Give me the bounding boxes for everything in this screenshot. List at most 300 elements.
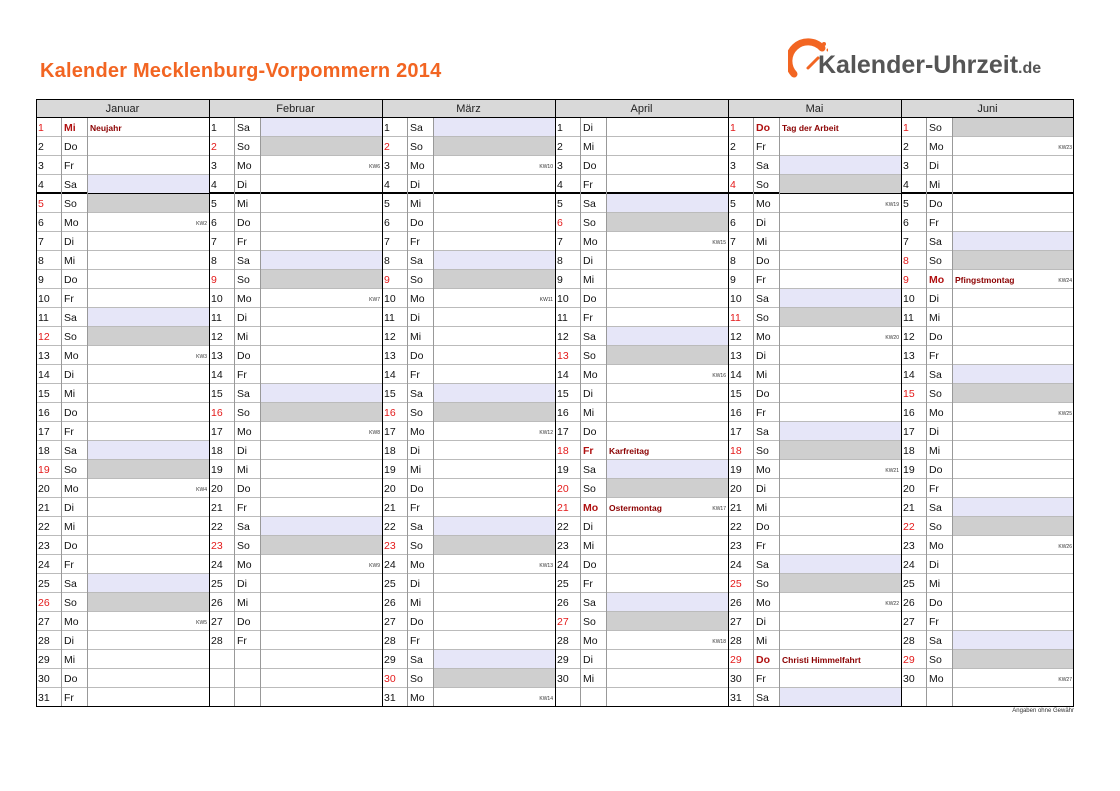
event-cell[interactable] xyxy=(261,270,382,288)
event-cell[interactable] xyxy=(434,232,555,250)
day-number: 6 xyxy=(730,217,736,229)
event-cell[interactable] xyxy=(434,346,555,364)
event-cell[interactable] xyxy=(88,517,209,535)
month-divider xyxy=(901,99,902,706)
event-cell[interactable] xyxy=(261,308,382,326)
weekday-label: Fr xyxy=(64,692,74,704)
weekday-label: Do xyxy=(64,141,78,153)
weekday-label: Sa xyxy=(237,122,250,134)
event-cell[interactable] xyxy=(607,384,728,402)
event-cell[interactable] xyxy=(953,479,1074,497)
event-cell[interactable] xyxy=(88,498,209,516)
event-cell[interactable] xyxy=(953,308,1074,326)
event-cell[interactable] xyxy=(780,422,901,440)
event-cell[interactable] xyxy=(780,384,901,402)
day-number: 25 xyxy=(557,578,569,590)
weekday-label: Mi xyxy=(756,369,768,381)
event-cell[interactable] xyxy=(780,536,901,554)
day-number: 19 xyxy=(38,464,50,476)
event-cell[interactable] xyxy=(434,327,555,345)
event-cell[interactable] xyxy=(434,479,555,497)
event-cell[interactable] xyxy=(780,232,901,250)
event-cell[interactable] xyxy=(780,593,901,611)
event-cell[interactable] xyxy=(607,631,728,649)
event-cell[interactable] xyxy=(953,194,1074,212)
event-cell[interactable] xyxy=(780,137,901,155)
event-cell[interactable] xyxy=(261,346,382,364)
event-cell[interactable] xyxy=(607,593,728,611)
weekday-label: Sa xyxy=(756,426,769,438)
day-number: 4 xyxy=(903,179,909,191)
day-number: 14 xyxy=(384,369,396,381)
event-cell[interactable] xyxy=(607,498,728,516)
event-cell[interactable] xyxy=(434,194,555,212)
day-number: 22 xyxy=(730,521,742,533)
event-cell[interactable] xyxy=(780,327,901,345)
weekday-label: So xyxy=(583,350,596,362)
weekday-label: Fr xyxy=(410,502,420,514)
event-cell[interactable] xyxy=(607,422,728,440)
event-cell[interactable] xyxy=(261,612,382,630)
weekday-label: Mi xyxy=(64,255,76,267)
weekday-label: Fr xyxy=(583,312,593,324)
event-cell[interactable] xyxy=(607,669,728,687)
event-cell[interactable] xyxy=(607,612,728,630)
event-cell[interactable] xyxy=(88,479,209,497)
event-cell[interactable] xyxy=(953,327,1074,345)
event-cell[interactable] xyxy=(953,422,1074,440)
week-number: KW20 xyxy=(885,335,899,341)
day-number: 31 xyxy=(384,692,396,704)
day-number: 18 xyxy=(384,445,396,457)
event-cell[interactable] xyxy=(261,137,382,155)
event-cell[interactable] xyxy=(780,688,901,706)
day-number: 20 xyxy=(730,483,742,495)
event-cell[interactable] xyxy=(261,422,382,440)
day-number: 8 xyxy=(384,255,390,267)
event-cell[interactable] xyxy=(434,650,555,668)
event-cell[interactable] xyxy=(88,194,209,212)
day-number: 11 xyxy=(730,312,741,324)
event-cell[interactable] xyxy=(953,346,1074,364)
event-cell[interactable] xyxy=(88,365,209,383)
event-cell[interactable] xyxy=(953,175,1074,193)
event-cell[interactable] xyxy=(434,270,555,288)
weekday-label: Di xyxy=(410,312,420,324)
event-cell[interactable] xyxy=(88,289,209,307)
week-number: KW17 xyxy=(712,506,726,512)
event-cell[interactable] xyxy=(780,270,901,288)
event-cell[interactable] xyxy=(953,213,1074,231)
weekday-label: Mi xyxy=(583,274,595,286)
weekday-label: Sa xyxy=(583,331,596,343)
day-number: 7 xyxy=(730,236,736,248)
event-cell[interactable] xyxy=(953,631,1074,649)
weekday-label: So xyxy=(237,407,250,419)
day-number: 27 xyxy=(557,616,569,628)
weekday-label: Di xyxy=(583,122,593,134)
weekday-label: Do xyxy=(583,426,597,438)
weekday-label: Fr xyxy=(583,179,593,191)
weekday-label: Sa xyxy=(929,635,942,647)
event-cell[interactable] xyxy=(953,384,1074,402)
event-cell[interactable] xyxy=(88,118,209,136)
event-cell[interactable] xyxy=(261,479,382,497)
week-number: KW15 xyxy=(712,240,726,246)
event-cell[interactable] xyxy=(780,118,901,136)
event-cell[interactable] xyxy=(953,650,1074,668)
event-cell[interactable] xyxy=(780,194,901,212)
day-number: 23 xyxy=(903,540,915,552)
weekday-label: Mi xyxy=(237,198,249,210)
event-cell[interactable] xyxy=(953,270,1074,288)
day-number: 19 xyxy=(557,464,569,476)
event-cell[interactable] xyxy=(434,612,555,630)
event-cell[interactable] xyxy=(434,365,555,383)
weekday-label: Di xyxy=(583,654,593,666)
event-cell[interactable] xyxy=(953,498,1074,516)
event-cell[interactable] xyxy=(953,555,1074,573)
day-number: 1 xyxy=(384,122,390,134)
weekday-label: Mo xyxy=(237,160,252,172)
weekday-label: Do xyxy=(583,160,597,172)
event-cell[interactable] xyxy=(434,498,555,516)
weekday-label: Sa xyxy=(237,255,250,267)
weekday-label: Do xyxy=(756,388,770,400)
holiday-label: Karfreitag xyxy=(609,446,650,456)
event-cell[interactable] xyxy=(780,479,901,497)
day-number: 5 xyxy=(211,198,217,210)
weekday-label: Mi xyxy=(756,635,768,647)
event-cell[interactable] xyxy=(607,403,728,421)
event-cell[interactable] xyxy=(88,175,209,193)
event-cell[interactable] xyxy=(88,593,209,611)
weekday-label: So xyxy=(410,141,423,153)
event-cell[interactable] xyxy=(88,555,209,573)
weekday-label: Sa xyxy=(583,198,596,210)
event-cell[interactable] xyxy=(780,612,901,630)
event-cell[interactable] xyxy=(261,441,382,459)
event-cell[interactable] xyxy=(607,308,728,326)
event-cell[interactable] xyxy=(607,251,728,269)
event-cell[interactable] xyxy=(434,156,555,174)
weekday-label: Di xyxy=(756,483,766,495)
event-cell[interactable] xyxy=(434,251,555,269)
event-cell[interactable] xyxy=(953,118,1074,136)
event-cell[interactable] xyxy=(780,650,901,668)
event-cell[interactable] xyxy=(88,688,209,706)
weekday-label: Sa xyxy=(64,578,77,590)
event-cell[interactable] xyxy=(261,365,382,383)
day-number: 15 xyxy=(730,388,742,400)
event-cell[interactable] xyxy=(607,346,728,364)
event-cell[interactable] xyxy=(261,232,382,250)
day-number: 11 xyxy=(38,312,49,324)
event-cell[interactable] xyxy=(607,555,728,573)
event-cell[interactable] xyxy=(953,365,1074,383)
event-cell[interactable] xyxy=(88,327,209,345)
event-cell[interactable] xyxy=(261,156,382,174)
event-cell[interactable] xyxy=(434,308,555,326)
event-cell[interactable] xyxy=(953,517,1074,535)
event-cell[interactable] xyxy=(607,574,728,592)
event-cell[interactable] xyxy=(953,156,1074,174)
column-divider xyxy=(260,118,261,706)
event-cell[interactable] xyxy=(434,517,555,535)
day-number: 5 xyxy=(557,198,563,210)
event-cell[interactable] xyxy=(261,498,382,516)
event-cell[interactable] xyxy=(88,270,209,288)
event-cell[interactable] xyxy=(607,650,728,668)
event-cell[interactable] xyxy=(953,137,1074,155)
day-number: 28 xyxy=(557,635,569,647)
event-cell[interactable] xyxy=(261,460,382,478)
event-cell[interactable] xyxy=(780,517,901,535)
event-cell[interactable] xyxy=(780,498,901,516)
brand-logo[interactable] xyxy=(788,38,1078,88)
event-cell[interactable] xyxy=(607,365,728,383)
weekday-label: Fr xyxy=(756,673,766,685)
event-cell[interactable] xyxy=(953,536,1074,554)
weekday-label: Di xyxy=(237,179,247,191)
event-cell[interactable] xyxy=(607,137,728,155)
event-cell[interactable] xyxy=(953,251,1074,269)
week-number: KW5 xyxy=(196,620,207,626)
event-cell[interactable] xyxy=(261,289,382,307)
event-cell[interactable] xyxy=(953,574,1074,592)
event-cell[interactable] xyxy=(780,308,901,326)
week-number: KW24 xyxy=(1058,278,1072,284)
event-cell[interactable] xyxy=(88,403,209,421)
column-divider xyxy=(753,118,754,706)
weekday-label: Sa xyxy=(64,312,77,324)
event-cell[interactable] xyxy=(434,441,555,459)
grid-bottom-border xyxy=(36,706,1074,707)
event-cell[interactable] xyxy=(434,403,555,421)
week-number: KW12 xyxy=(539,430,553,436)
event-cell[interactable] xyxy=(88,631,209,649)
event-cell[interactable] xyxy=(434,213,555,231)
event-cell[interactable] xyxy=(88,156,209,174)
event-cell[interactable] xyxy=(780,213,901,231)
event-cell[interactable] xyxy=(261,327,382,345)
event-cell[interactable] xyxy=(607,460,728,478)
event-cell[interactable] xyxy=(434,460,555,478)
event-cell[interactable] xyxy=(607,156,728,174)
event-cell[interactable] xyxy=(953,669,1074,687)
day-number: 30 xyxy=(384,673,396,685)
event-cell[interactable] xyxy=(434,384,555,402)
event-cell[interactable] xyxy=(434,422,555,440)
week-number: KW25 xyxy=(1058,411,1072,417)
event-cell[interactable] xyxy=(88,422,209,440)
weekday-label: Di xyxy=(929,426,939,438)
event-cell[interactable] xyxy=(780,156,901,174)
day-number: 18 xyxy=(557,445,569,457)
event-cell[interactable] xyxy=(434,669,555,687)
day-number: 21 xyxy=(730,502,742,514)
weekday-label: Fr xyxy=(64,559,74,571)
event-cell[interactable] xyxy=(261,631,382,649)
weekday-label: Mi xyxy=(237,331,249,343)
day-number: 5 xyxy=(38,198,44,210)
day-number: 9 xyxy=(211,274,217,286)
event-cell[interactable] xyxy=(607,327,728,345)
event-cell[interactable] xyxy=(434,175,555,193)
event-cell[interactable] xyxy=(88,251,209,269)
event-cell[interactable] xyxy=(261,384,382,402)
event-cell[interactable] xyxy=(780,403,901,421)
event-cell[interactable] xyxy=(953,232,1074,250)
weekday-label: So xyxy=(64,331,77,343)
event-cell[interactable] xyxy=(434,555,555,573)
day-number: 23 xyxy=(211,540,223,552)
event-cell[interactable] xyxy=(88,213,209,231)
week-number: KW8 xyxy=(369,430,380,436)
event-cell[interactable] xyxy=(434,536,555,554)
event-cell[interactable] xyxy=(261,403,382,421)
event-cell[interactable] xyxy=(953,403,1074,421)
day-number: 21 xyxy=(384,502,396,514)
event-cell[interactable] xyxy=(780,289,901,307)
event-cell[interactable] xyxy=(88,612,209,630)
event-cell[interactable] xyxy=(780,175,901,193)
day-number: 27 xyxy=(384,616,396,628)
event-cell[interactable] xyxy=(261,213,382,231)
event-cell[interactable] xyxy=(434,688,555,706)
event-cell[interactable] xyxy=(261,175,382,193)
event-cell[interactable] xyxy=(953,460,1074,478)
event-cell[interactable] xyxy=(607,536,728,554)
event-cell[interactable] xyxy=(434,118,555,136)
event-cell[interactable] xyxy=(261,517,382,535)
event-cell[interactable] xyxy=(88,308,209,326)
event-cell[interactable] xyxy=(780,441,901,459)
weekday-label: Sa xyxy=(64,445,77,457)
event-cell[interactable] xyxy=(434,593,555,611)
event-cell[interactable] xyxy=(607,479,728,497)
event-cell[interactable] xyxy=(434,137,555,155)
event-cell[interactable] xyxy=(607,175,728,193)
event-cell[interactable] xyxy=(261,574,382,592)
weekday-label: Sa xyxy=(410,122,423,134)
event-cell[interactable] xyxy=(607,517,728,535)
day-number: 31 xyxy=(730,692,742,704)
event-cell[interactable] xyxy=(953,441,1074,459)
event-cell[interactable] xyxy=(88,232,209,250)
event-cell[interactable] xyxy=(607,194,728,212)
event-cell[interactable] xyxy=(88,137,209,155)
weekday-label: Di xyxy=(237,578,247,590)
event-cell[interactable] xyxy=(780,365,901,383)
day-number: 7 xyxy=(211,236,217,248)
event-cell[interactable] xyxy=(434,631,555,649)
event-cell[interactable] xyxy=(261,251,382,269)
event-cell[interactable] xyxy=(261,118,382,136)
day-number: 16 xyxy=(211,407,223,419)
weekday-label: Fr xyxy=(583,578,593,590)
day-number: 4 xyxy=(211,179,217,191)
event-cell[interactable] xyxy=(88,460,209,478)
weekday-label: Fr xyxy=(929,483,939,495)
event-cell[interactable] xyxy=(607,270,728,288)
event-cell[interactable] xyxy=(434,574,555,592)
event-cell[interactable] xyxy=(607,118,728,136)
day-number: 2 xyxy=(730,141,736,153)
day-number: 3 xyxy=(384,160,390,172)
event-cell[interactable] xyxy=(88,669,209,687)
day-number: 5 xyxy=(730,198,736,210)
event-cell[interactable] xyxy=(780,346,901,364)
week-number: KW13 xyxy=(539,563,553,569)
week-number: KW16 xyxy=(712,373,726,379)
event-cell[interactable] xyxy=(607,232,728,250)
day-number: 28 xyxy=(384,635,396,647)
weekday-label: Mo xyxy=(583,369,598,381)
event-cell[interactable] xyxy=(953,612,1074,630)
weekday-label: So xyxy=(756,179,769,191)
weekday-label: Di xyxy=(756,616,766,628)
event-cell[interactable] xyxy=(261,555,382,573)
event-cell[interactable] xyxy=(607,289,728,307)
weekday-label: So xyxy=(583,616,596,628)
event-cell[interactable] xyxy=(434,289,555,307)
weekday-label: Do xyxy=(756,122,770,134)
event-cell[interactable] xyxy=(88,536,209,554)
week-number: KW14 xyxy=(539,696,553,702)
event-cell[interactable] xyxy=(88,346,209,364)
day-number: 13 xyxy=(903,350,915,362)
weekday-label: Sa xyxy=(583,597,596,609)
weekday-label: Sa xyxy=(237,388,250,400)
day-number: 27 xyxy=(38,616,50,628)
weekday-label: Mi xyxy=(929,179,941,191)
event-cell[interactable] xyxy=(780,555,901,573)
day-number: 28 xyxy=(730,635,742,647)
day-number: 20 xyxy=(38,483,50,495)
weekday-label: Fr xyxy=(64,160,74,172)
day-number: 29 xyxy=(38,654,50,666)
event-cell[interactable] xyxy=(953,593,1074,611)
event-cell[interactable] xyxy=(88,384,209,402)
event-cell[interactable] xyxy=(780,669,901,687)
day-number: 10 xyxy=(38,293,50,305)
event-cell[interactable] xyxy=(88,650,209,668)
weekday-label: Sa xyxy=(929,236,942,248)
event-cell[interactable] xyxy=(780,574,901,592)
event-cell[interactable] xyxy=(953,289,1074,307)
event-cell[interactable] xyxy=(607,213,728,231)
event-cell[interactable] xyxy=(780,460,901,478)
weekday-label: Mo xyxy=(583,635,598,647)
day-number: 30 xyxy=(38,673,50,685)
day-number: 3 xyxy=(211,160,217,172)
event-cell[interactable] xyxy=(88,441,209,459)
event-cell[interactable] xyxy=(607,441,728,459)
weekday-label: Mi xyxy=(237,464,249,476)
day-number: 17 xyxy=(38,426,50,438)
event-cell[interactable] xyxy=(780,251,901,269)
day-number: 16 xyxy=(557,407,569,419)
weekday-label: Di xyxy=(756,350,766,362)
event-cell[interactable] xyxy=(261,194,382,212)
event-cell[interactable] xyxy=(780,631,901,649)
event-cell[interactable] xyxy=(261,536,382,554)
weekday-label: Mo xyxy=(410,692,425,704)
event-cell[interactable] xyxy=(261,593,382,611)
event-cell[interactable] xyxy=(88,574,209,592)
day-number: 16 xyxy=(38,407,50,419)
